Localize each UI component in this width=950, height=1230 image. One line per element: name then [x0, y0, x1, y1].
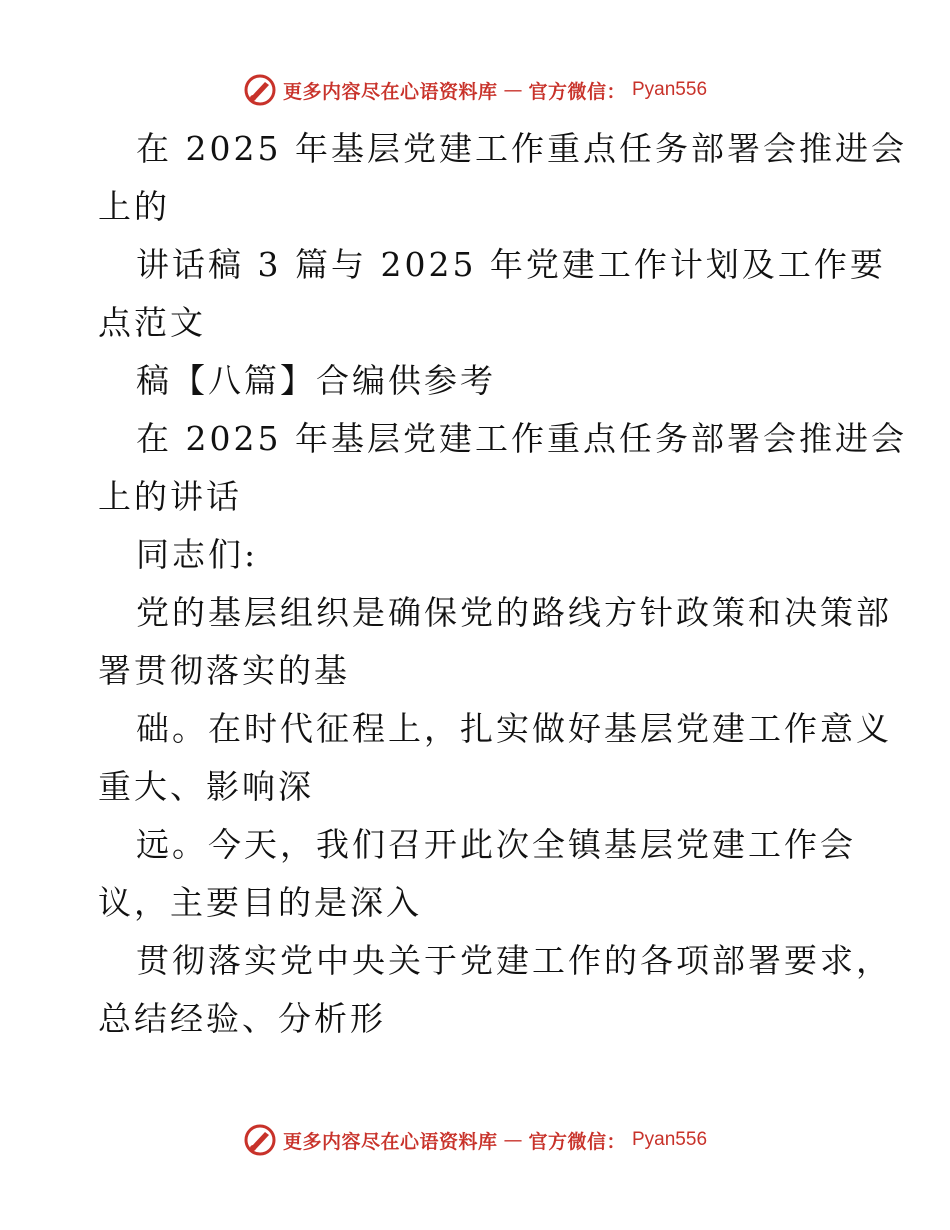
- brush-logo-icon: [243, 1123, 277, 1157]
- text-line: 远。今天，我们召开此次全镇基层党建工作会: [136, 825, 856, 864]
- text-line: 础。在时代征程上，扎实做好基层党建工作意义: [136, 709, 892, 748]
- text-line: 同志们:: [136, 535, 259, 574]
- text-line: 点范文: [98, 303, 206, 342]
- watermark-text: 更多内容尽在心语资料库: [282, 80, 498, 103]
- watermark-separator: —: [503, 1129, 523, 1151]
- text-line: 党的基层组织是确保党的路线方针政策和决策部: [136, 593, 892, 632]
- text-line: 稿【八篇】合编供参考: [136, 361, 496, 400]
- text-line: 重大、影响深: [98, 767, 314, 806]
- watermark-text: 更多内容尽在心语资料库: [282, 1130, 498, 1153]
- brush-logo-icon: [243, 73, 277, 107]
- text-line: 贯彻落实党中央关于党建工作的各项部署要求，: [136, 941, 892, 980]
- text-line: 上的: [98, 187, 170, 226]
- text-line: 在 2025 年基层党建工作重点任务部署会推进会: [136, 419, 907, 458]
- watermark-wechat-label: 官方微信：: [528, 1130, 626, 1153]
- watermark-wechat-id: Pyan556: [632, 1129, 708, 1150]
- text-line: 议，主要目的是深入: [98, 883, 422, 922]
- text-line: 署贯彻落实的基: [98, 651, 350, 690]
- text-line: 总结经验、分析形: [98, 999, 386, 1038]
- text-line: 上的讲话: [98, 477, 242, 516]
- header-watermark: [0, 70, 950, 110]
- watermark-wechat-id: Pyan556: [632, 79, 708, 100]
- text-line: 讲话稿 3 篇与 2025 年党建工作计划及工作要: [136, 245, 886, 284]
- text-line: 在 2025 年基层党建工作重点任务部署会推进会: [136, 129, 907, 168]
- watermark-wechat-label: 官方微信：: [528, 80, 626, 103]
- watermark-separator: —: [503, 79, 523, 101]
- document-body: [98, 120, 907, 1048]
- footer-watermark: [0, 1120, 950, 1160]
